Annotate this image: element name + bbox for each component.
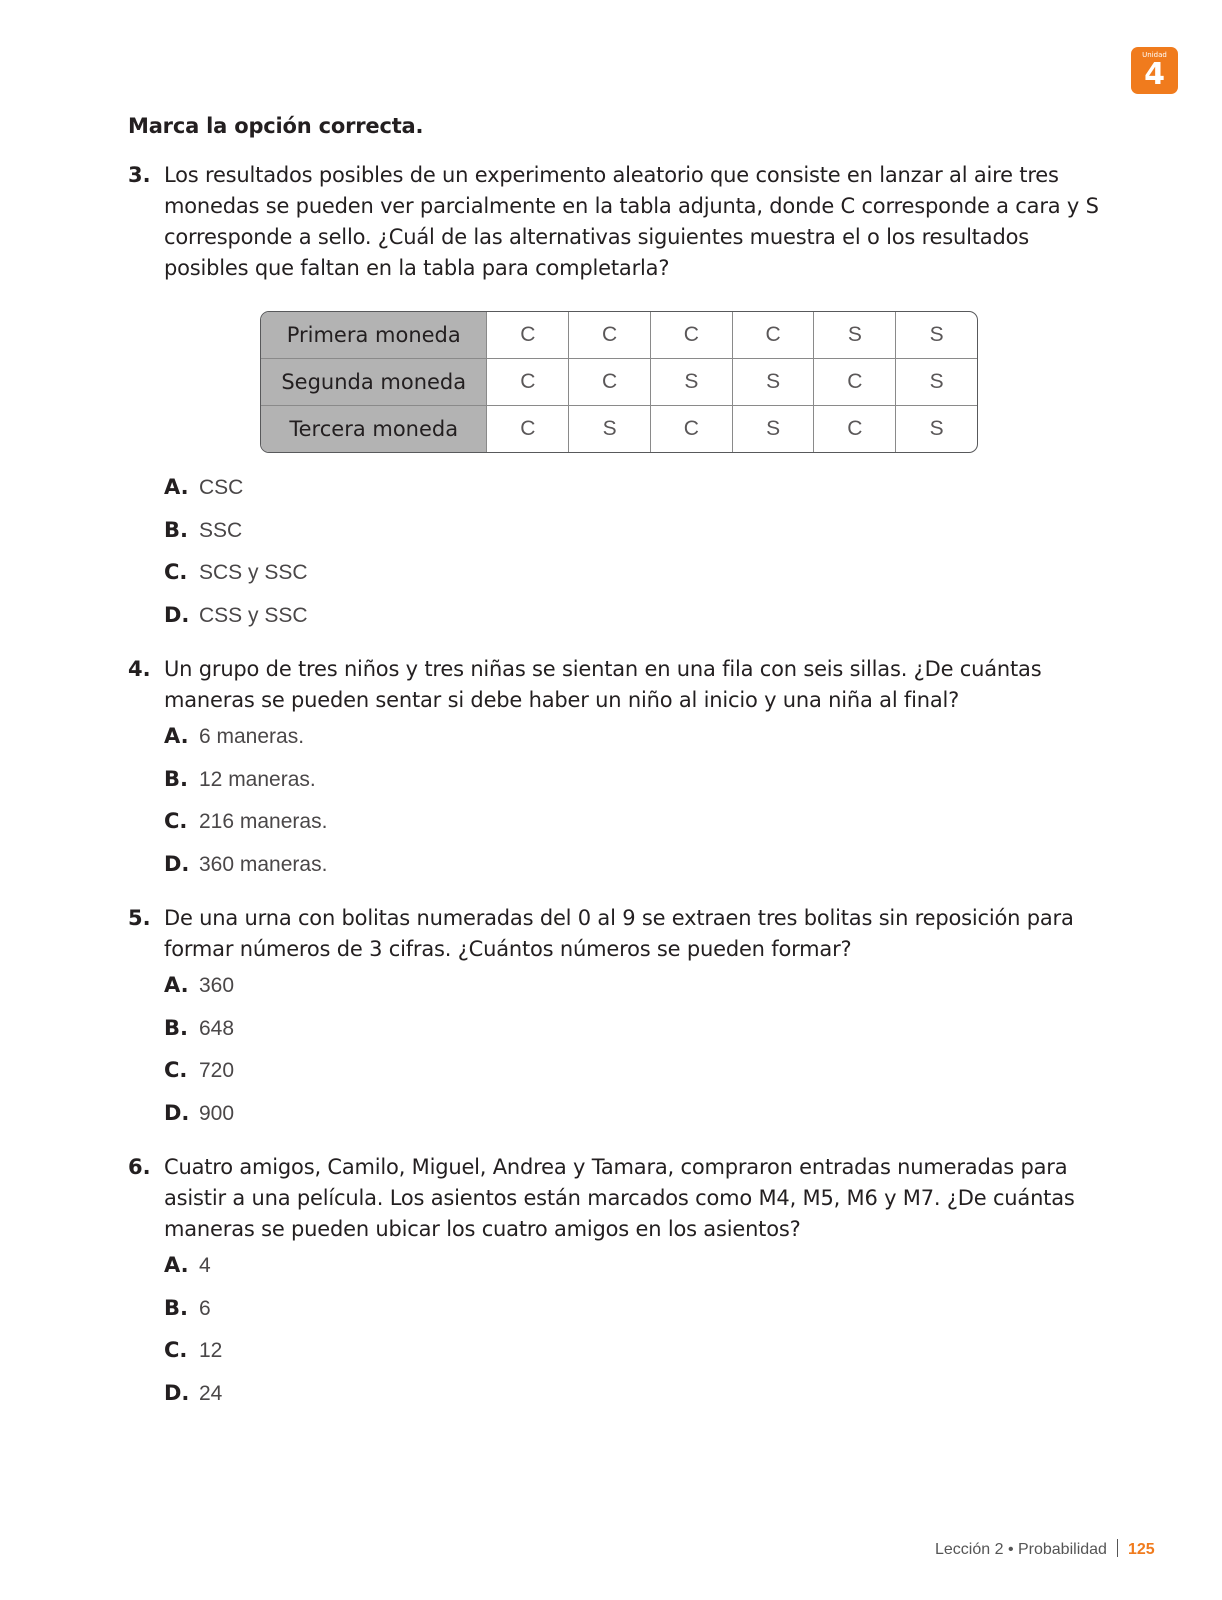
option-letter: A.	[164, 475, 189, 499]
table-cell: C	[814, 359, 896, 406]
option-b[interactable]	[164, 1293, 1118, 1336]
table-row	[261, 406, 977, 452]
question-number: 4.	[128, 657, 151, 681]
options-list	[164, 1250, 1118, 1420]
option-d[interactable]	[164, 600, 1118, 643]
row-header: Tercera moneda	[261, 406, 487, 452]
option-text: 6 maneras.	[199, 725, 305, 748]
option-a[interactable]	[164, 970, 1118, 1013]
table-cell: S	[733, 406, 815, 452]
footer-divider	[1117, 1539, 1118, 1557]
question-number: 6.	[128, 1155, 151, 1179]
option-text: 648	[199, 1016, 235, 1040]
page-footer	[935, 1539, 1155, 1559]
option-letter: B.	[164, 1015, 188, 1040]
question-number: 3.	[128, 163, 151, 187]
option-a[interactable]	[164, 472, 1118, 515]
option-text: 24	[199, 1381, 223, 1405]
question-3	[128, 160, 1118, 284]
option-b[interactable]	[164, 764, 1118, 807]
option-text: SSC	[199, 518, 243, 542]
option-text: CSS y SSC	[199, 603, 308, 627]
page-number: 125	[1127, 1541, 1155, 1558]
option-text: 900	[199, 1101, 235, 1125]
unit-number: 4	[1144, 57, 1165, 92]
option-c[interactable]	[164, 806, 1118, 849]
table-cell: S	[896, 359, 977, 406]
row-header: Segunda moneda	[261, 359, 487, 406]
option-letter: D.	[164, 1100, 190, 1125]
table-cell: S	[569, 406, 651, 452]
option-letter: C.	[164, 809, 188, 833]
options-list	[164, 721, 1118, 891]
option-letter: A.	[164, 1253, 189, 1277]
table-cell: C	[733, 312, 815, 359]
option-letter: D.	[164, 602, 190, 627]
option-text: 720	[199, 1059, 235, 1082]
table-cell: C	[487, 359, 569, 406]
option-d[interactable]	[164, 1098, 1118, 1141]
question-5	[128, 903, 1118, 1140]
option-text: 12 maneras.	[199, 767, 316, 791]
options-list	[164, 970, 1118, 1140]
option-text: 12	[199, 1339, 223, 1362]
table-cell: C	[814, 406, 896, 452]
lesson-label: Lección 2 • Probabilidad	[935, 1541, 1107, 1558]
question-3-options	[128, 472, 1118, 642]
coin-results-table	[260, 311, 978, 453]
question-text: De una urna con bolitas numeradas del 0 al 9 se extraen tres bolitas sin reposición para formar números de 3 cifras. ¿Cuántos números se pueden formar?	[164, 906, 1074, 961]
option-a[interactable]	[164, 1250, 1118, 1293]
table-cell: S	[896, 312, 977, 359]
option-letter: C.	[164, 1338, 188, 1362]
option-letter: A.	[164, 724, 189, 748]
table-cell: C	[651, 312, 733, 359]
question-text: Cuatro amigos, Camilo, Miguel, Andrea y Tamara, compraron entradas numeradas para asistir a una película. Los asientos están marcados como M4, M5, M6 y M7. ¿De cuántas maneras se pueden ubicar los cuatro amigos en los asientos?	[164, 1155, 1075, 1241]
question-number: 5.	[128, 906, 151, 930]
table-cell: S	[651, 359, 733, 406]
table-cell: C	[651, 406, 733, 452]
option-text: 360 maneras.	[199, 852, 328, 876]
option-a[interactable]	[164, 721, 1118, 764]
option-c[interactable]	[164, 557, 1118, 600]
option-d[interactable]	[164, 849, 1118, 892]
table-cell: C	[569, 359, 651, 406]
option-c[interactable]	[164, 1055, 1118, 1098]
table-cell: C	[569, 312, 651, 359]
option-letter: C.	[164, 1058, 188, 1082]
option-b[interactable]	[164, 515, 1118, 558]
options-list	[164, 472, 1118, 642]
option-letter: D.	[164, 851, 190, 876]
table-row	[261, 359, 977, 406]
unit-badge	[1131, 47, 1178, 94]
unit-label: Unidad	[1142, 51, 1167, 59]
table-cell: S	[929, 417, 944, 440]
table-cell: S	[733, 359, 815, 406]
option-text: 4	[199, 1254, 211, 1277]
option-letter: B.	[164, 517, 188, 542]
option-text: SCS y SSC	[199, 561, 308, 584]
option-b[interactable]	[164, 1013, 1118, 1056]
question-text: Los resultados posibles de un experimento aleatorio que consiste en lanzar al aire tres monedas se pueden ver parcialmente en la tabla adjunta, donde C corresponde a cara y S corresponde a sello. ¿Cuál de las alternativas siguientes muestra el o los resultados posibles que faltan en la tabla para completarla?	[164, 163, 1099, 280]
question-6	[128, 1152, 1118, 1420]
option-letter: D.	[164, 1380, 190, 1405]
question-text: Un grupo de tres niños y tres niñas se sientan en una fila con seis sillas. ¿De cuántas maneras se pueden sentar si debe haber un niño al inicio y una niña al final?	[164, 657, 1042, 712]
option-letter: A.	[164, 973, 189, 997]
table-cell: C	[487, 406, 569, 452]
table-row	[261, 312, 977, 359]
option-text: 216 maneras.	[199, 810, 328, 833]
option-c[interactable]	[164, 1335, 1118, 1378]
option-letter: B.	[164, 1295, 188, 1320]
option-text: 360	[199, 974, 235, 997]
option-letter: C.	[164, 560, 188, 584]
option-d[interactable]	[164, 1378, 1118, 1421]
row-header: Primera moneda	[261, 312, 487, 359]
option-text: 6	[199, 1296, 211, 1320]
option-letter: B.	[164, 766, 188, 791]
option-text: CSC	[199, 476, 244, 499]
question-4	[128, 654, 1118, 891]
table-cell: C	[487, 312, 569, 359]
instruction: Marca la opción correcta.	[128, 114, 424, 138]
table-cell: S	[814, 312, 896, 359]
